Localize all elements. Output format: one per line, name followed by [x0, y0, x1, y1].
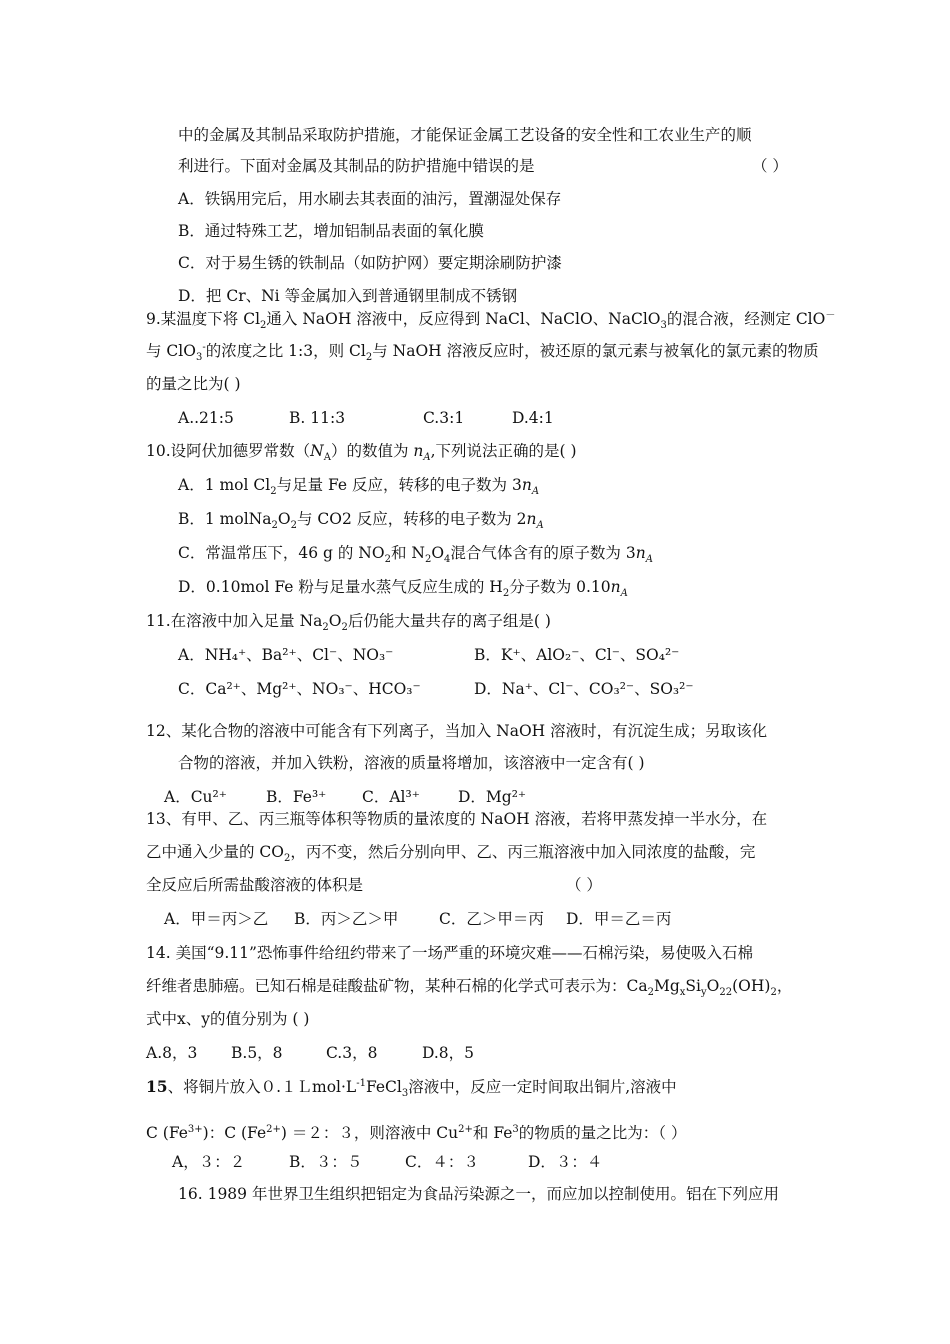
- q9-option-c: C.3:1: [423, 409, 465, 427]
- q15-option-a: A，３：２: [172, 1153, 246, 1171]
- q14-line3: 式中x、y的值分别为 ( ): [146, 1010, 310, 1028]
- q8-line1: 中的金属及其制品采取防护措施，才能保证金属工艺设备的安全性和工农业生产的顺: [178, 126, 752, 144]
- q8-option-d: D．把 Cr、Ni 等金属加入到普通钢里制成不锈钢: [178, 287, 518, 305]
- q13-line1: 13、有甲、乙、丙三瓶等体积等物质的量浓度的 NaOH 溶液，若将甲蒸发掉一半水分，在: [146, 810, 768, 828]
- q14-option-c: C.3，8: [326, 1044, 378, 1062]
- q8-option-c: C．对于易生锈的铁制品（如防护网）要定期涂刷防护漆: [178, 254, 562, 272]
- q8-option-a: A．铁锅用完后，用水刷去其表面的油污，置潮湿处保存: [178, 190, 562, 208]
- q9-line3: 的量之比为( ): [146, 375, 241, 393]
- q14-option-b: B.5，8: [231, 1044, 283, 1062]
- q10-option-a: A．1 mol $Cl_2$与足量 Fe 反应，转移的电子数为 $3n_A$: [178, 476, 540, 498]
- q14-option-d: D.8，5: [422, 1044, 475, 1062]
- q8-answer-paren: （ ）: [752, 157, 788, 175]
- q10-option-d: D．0.10mol Fe 粉与足量水蒸气反应生成的 $H_2$分子数为 $0.10n_A$: [178, 578, 628, 600]
- q15-option-c: C．４：３: [405, 1153, 479, 1171]
- q12-option-d: D．Mg²⁺: [458, 788, 527, 806]
- q12-option-c: C．Al³⁺: [362, 788, 420, 806]
- q13-line3: 全反应后所需盐酸溶液的体积是: [146, 876, 364, 894]
- q14-line2: 纤维者患肺癌。已知石棉是硅酸盐矿物，某种石棉的化学式可表示为：$Ca_2Mg_xSi_yO_{22}(OH)_2$，: [146, 977, 793, 999]
- q13-line2: 乙中通入少量的 $CO_2$，丙不变，然后分别向甲、乙、丙三瓶溶液中加入同浓度的盐酸，完: [146, 843, 756, 865]
- q9-option-b: B. 11:3: [289, 409, 346, 427]
- q11-option-a: A．NH₄⁺、Ba²⁺、Cl⁻、NO₃⁻: [178, 646, 394, 664]
- q14-line1: 14. 美国“9.11”恐怖事件给纽约带来了一场严重的环境灾难——石棉污染，易使吸入石棉: [146, 944, 753, 962]
- q12-option-a: A．Cu²⁺: [164, 788, 227, 806]
- q15-stem: 15、将铜片放入$0.1Lmol\cdot L^{-1}FeCl_3$溶液中，反应一定时间取出铜片,溶液中: [146, 1077, 677, 1100]
- q11-option-c: C．Ca²⁺、Mg²⁺、NO₃⁻、HCO₃⁻: [178, 680, 421, 698]
- q13-option-d: D．甲＝乙＝丙: [566, 910, 672, 928]
- q10-option-c: C．常温常压下，46 g 的 $NO_2$和 $N_2O_4$混合气体含有的原子数为 $3n_A$: [178, 544, 653, 566]
- q10-option-b: B．1 $molNa_2O_2$与 CO2 反应，转移的电子数为 $2n_A$: [178, 510, 544, 532]
- q13-option-a: A．甲＝丙＞乙: [164, 910, 269, 928]
- q10-stem: 10.设阿伏加德罗常数$(N_A)$的数值为 $n_A$,下列说法正确的是( ): [146, 442, 577, 464]
- q9-option-a: A..21:5: [178, 409, 234, 427]
- q13-option-c: C．乙＞甲＝丙: [439, 910, 544, 928]
- q9-option-d: D.4:1: [512, 409, 554, 427]
- q8-line2: 利进行。下面对金属及其制品的防护措施中错误的是: [178, 157, 535, 175]
- q12-line2: 合物的溶液，并加入铁粉，溶液的质量将增加，该溶液中一定含有( ): [178, 754, 645, 772]
- q11-option-d: D．Na⁺、Cl⁻、CO₃²⁻、SO₃²⁻: [474, 680, 694, 698]
- q9-line1: 9.某温度下将 $Cl_2$通入 NaOH 溶液中，反应得到 NaCl、NaClO、NaClO$_3$的混合液，经测定 ClO－: [146, 309, 836, 332]
- q15-option-b: B．３：５: [289, 1153, 363, 1171]
- q13-answer-paren: （ ）: [566, 876, 602, 894]
- q12-option-b: B．Fe³⁺: [266, 788, 327, 806]
- q8-option-b: B．通过特殊工艺，增加铝制品表面的氧化膜: [178, 222, 484, 240]
- q11-stem: 11.在溶液中加入足量 $Na_2O_2$后仍能大量共存的离子组是( ): [146, 612, 551, 634]
- q13-option-b: B．丙＞乙＞甲: [294, 910, 399, 928]
- q15-line2: C $(Fe^{3+})$：C $(Fe^{2+}) =2$：３，则溶液中 $Cu^{2+}$和 Fe$^3$的物质的量之比为：（ ）: [146, 1123, 687, 1142]
- q12-line1: 12、某化合物的溶液中可能含有下列离子，当加入 NaOH 溶液时，有沉淀生成；另取该化: [146, 722, 768, 740]
- q16-line1: 16. 1989 年世界卫生组织把铝定为食品污染源之一，而应加以控制使用。铝在下列应用: [178, 1185, 779, 1203]
- q15-option-d: D．３：４: [528, 1153, 603, 1171]
- q11-option-b: B．K⁺、AlO₂⁻、Cl⁻、SO₄²⁻: [474, 646, 680, 664]
- q9-line2: 与 ClO$_3$-的浓度之比 1:3，则 $Cl_2$与 NaOH 溶液反应时，被还原的氯元素与被氧化的氯元素的物质: [146, 341, 819, 364]
- q14-option-a: A.8，3: [146, 1044, 198, 1062]
